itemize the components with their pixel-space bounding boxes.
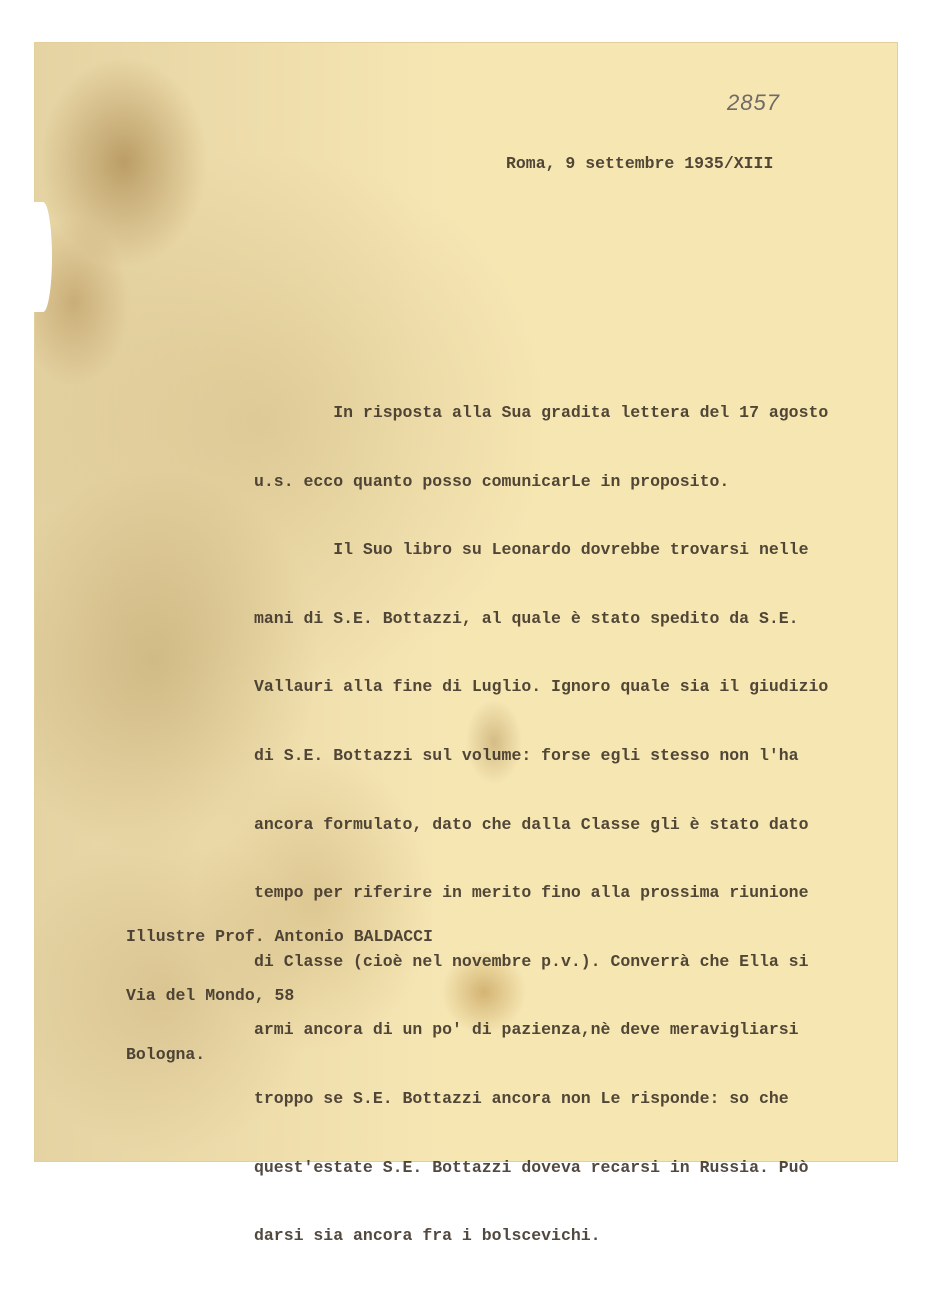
body-line: Vallauri alla fine di Luglio. Ignoro quale sia il giudizio — [254, 677, 829, 697]
body-line: darsi sia ancora fra i bolscevichi. — [254, 1226, 601, 1246]
address-line: Via del Mondo, 58 — [126, 986, 295, 1005]
body-line: di S.E. Bottazzi sul volume: forse egli stesso non l'ha — [254, 745, 799, 765]
body-line: armi ancora di un po' di pazienza,nè deve meravigliarsi — [254, 1020, 799, 1040]
archive-number: 2857 — [727, 90, 780, 115]
body-line: tempo per riferire in merito fino alla prossima riunione — [254, 883, 809, 903]
body-line: Il Suo libro su Leonardo dovrebbe trovarsi nelle — [254, 540, 809, 560]
letter-page — [34, 42, 898, 1246]
body-line: ancora formulato, dato che dalla Classe gli è stato dato — [254, 814, 809, 834]
torn-edge — [34, 202, 52, 312]
body-line: di Classe (cioè nel novembre p.v.). Converrà che Ella si — [254, 951, 809, 971]
body-line: u.s. ecco quanto posso comunicarLe in proposito. — [254, 471, 730, 491]
body-line: troppo se S.E. Bottazzi ancora non Le risponde: so che — [254, 1088, 789, 1108]
letter-body — [254, 360, 828, 1290]
address-line: Illustre Prof. Antonio BALDACCI — [126, 927, 433, 946]
recipient-address — [126, 888, 433, 1103]
body-line: mani di S.E. Bottazzi, al quale è stato spedito da S.E. — [254, 608, 799, 628]
body-line: quest'estate S.E. Bottazzi doveva recarsi in Russia. Può — [254, 1157, 809, 1177]
address-line: Bologna. — [126, 1045, 206, 1064]
body-line: In risposta alla Sua gradita lettera del 17 agosto — [254, 403, 829, 422]
date-line: Roma, 9 settembre 1935/XIII — [506, 154, 774, 173]
